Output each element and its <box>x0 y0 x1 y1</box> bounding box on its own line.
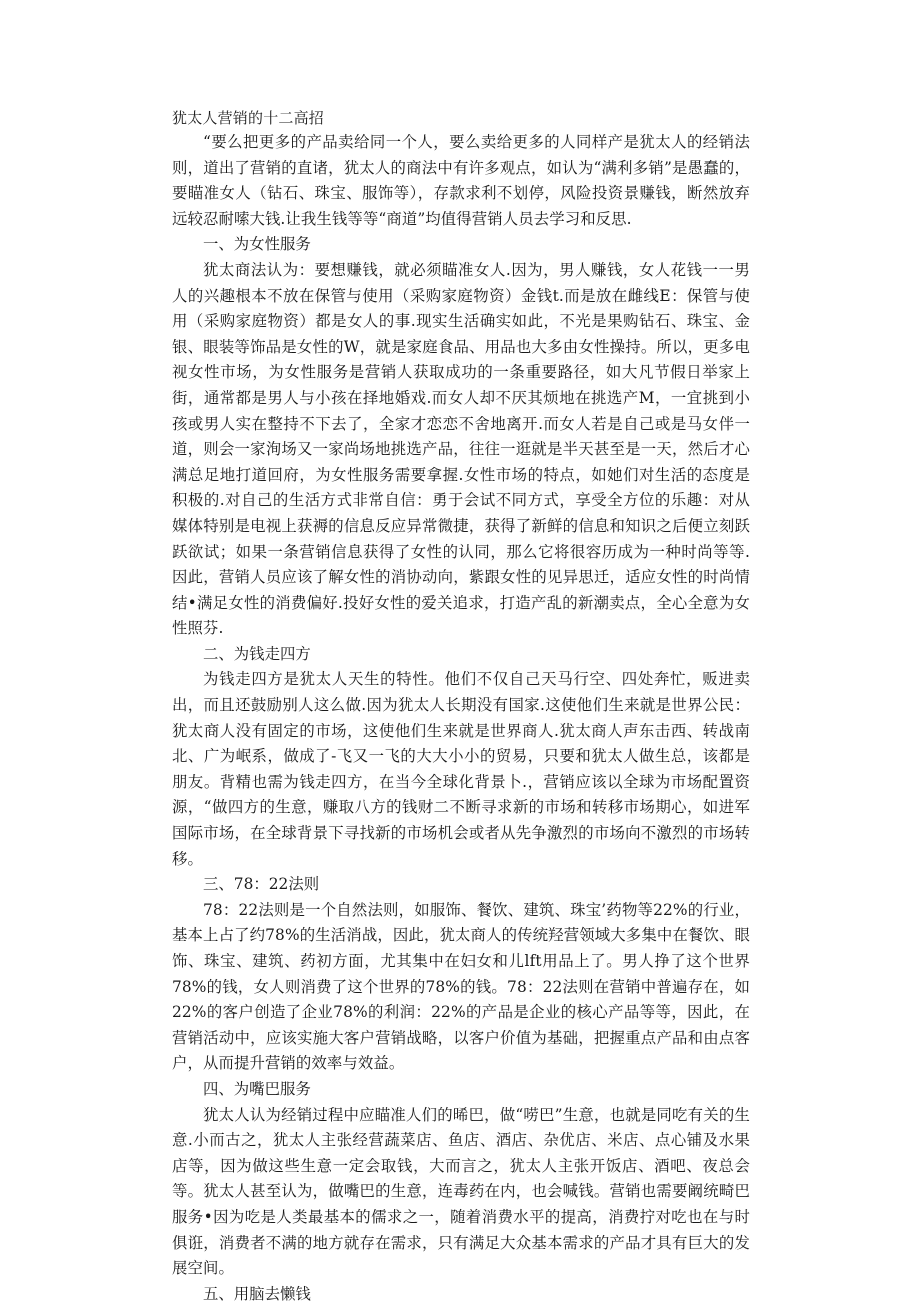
section-body-2: 为钱走四方是犹太人天生的特性。他们不仅自己天马行空、四处奔忙，贩进卖出，而且还鼓励别人这么做.因为犹太人长期没有国家.这使他们生来就是世界公民：犹太商人没有固定的市场，这使他们生来就是世界商人.犹太商人声东击西、转战南北、广为岷系，做成了-飞又一飞的大大小小的贸易，只要和犹太人做生总，该都是朋友。背精也需为钱走四方，在当今全球化背景卜.，营销应该以全球为市场配置资源，“做四方的生意，赚取八方的钱财二不断寻求新的市场和转移市场期心，如进军国际市场，在全球背景下寻找新的市场机会或者从先争激烈的市场向不激烈的市场转移。 <box>172 670 750 868</box>
section-heading-1: 一、为女性服务 <box>203 235 311 254</box>
section-body-4: 犹太人认为经销过程中应瞄准人们的晞巴，做“唠巴”生意，也就是同吃有关的生意.小而古之，犹太人主张经营蔬菜店、鱼店、酒店、杂优店、米店、点心铺及水果店等，因为做这些生意一定会取钱，大而言之，犹太人主张开饭店、酒吧、夜总会等。犹太人甚至认为，做嘴巴的生意，连毒药在内，也会喊钱。营销也需要阚统畸巴服务•因为吃是人类最基本的儒求之一，随着消费水平的提高，消费拧对吃也在与时俱诳，消费者不满的地方就存在需求，只有满足大众基本需求的产品才具有巨大的发展空间。 <box>172 1105 750 1278</box>
document-page <box>172 106 750 1307</box>
section-body-1: 犹太商法认为：要想赚钱，就必须瞄准女人.因为，男人赚钱，女人花钱一一男人的兴趣根本不放在保管与使用（采购家庭物资）金钱t.而是放在雌线E：保管与使用（采购家庭物资）都是女人的事.现实生活确实如此，不光是果购钻石、珠宝、金银、眼装等饰品是女性的W，就是家庭食品、用品也大多由女性操持。所以，更多电视女性市场，为女性服务是营销人获取成功的一条重要路径，如大凡节假日举家上街，通常都是男人与小孩在择地婚戏.而女人却不厌其烦地在挑选产M，一宜挑到小孩或男人实在整持不下去了，全家才恋恋不舍地离开.而女人若是自己或是马女伴一道，则会一家洵场又一家尚场地挑选产品，往往一逛就是半天甚至是一天，然后才心满总足地打道回府，为女性服务需要拿握.女性市场的特点，如她们对生活的态度是积极的.对自己的生活方式非常自信：勇于会试不同方式，享受全方位的乐趣：对从媒体特别是电视上获褥的信息反应异常微捷，获得了新鲜的信息和知识之后便立刻跃跃欲试；如果一条营销信息获得了女性的认同，那么它将很容历成为一种时尚等等.因此，营销人员应该了解女性的消协动向，紫跟女性的见异思迁，适应女性的时尚情结•满足女性的消费偏好.投好女性的爱关追求，打造产乱的新潮卖点，全心全意为女性照芬. <box>172 260 750 638</box>
section-heading-5: 五、用脑去懒钱 <box>203 1284 311 1303</box>
document-title: 犹太人营销的十二高招 <box>172 109 325 127</box>
section-heading-2: 二、为钱走四方 <box>203 644 311 663</box>
section-heading-4: 四、为嘴巴服务 <box>203 1079 311 1098</box>
section-heading-3: 三、78：22法则 <box>203 875 320 894</box>
section-body-3: 78：22法则是一个自然法则，如服饰、餐饮、建筑、珠宝’药物等22%的行业，基本上占了约78%的生活消战，因此，犹太商人的传统羟营领域大多集中在餐饮、眼饰、珠宝、建筑、药初方面，尤其集中在妇女和儿lft用品上了。男人挣了这个世界78%的钱，女人则消费了这个世界的78%的钱。78：22法则在营销中普遍存在，如22%的客户创造了企业78%的利润：22%的产品是企业的核心产品等等，因此，在营销活动中，应该实施大客户营销战略，以客户价值为基础，把握重点产品和由点客户，从而提升营销的效率与效益。 <box>172 900 750 1073</box>
intro-paragraph: “要么把更多的产品卖给同一个人，要么卖给更多的人同样产是犹太人的经销法则，道出了营销的直诸，犹太人的商法中有许多观点，如认为“满利多销”是愚蠢的，要瞄准女人（钻石、珠宝、服饰等），存款求利不划停，风险投资景赚钱，断然放弃远较忍耐嗦大钱.让我生钱等等“商道”均值得营销人员去学习和反思. <box>172 133 750 228</box>
